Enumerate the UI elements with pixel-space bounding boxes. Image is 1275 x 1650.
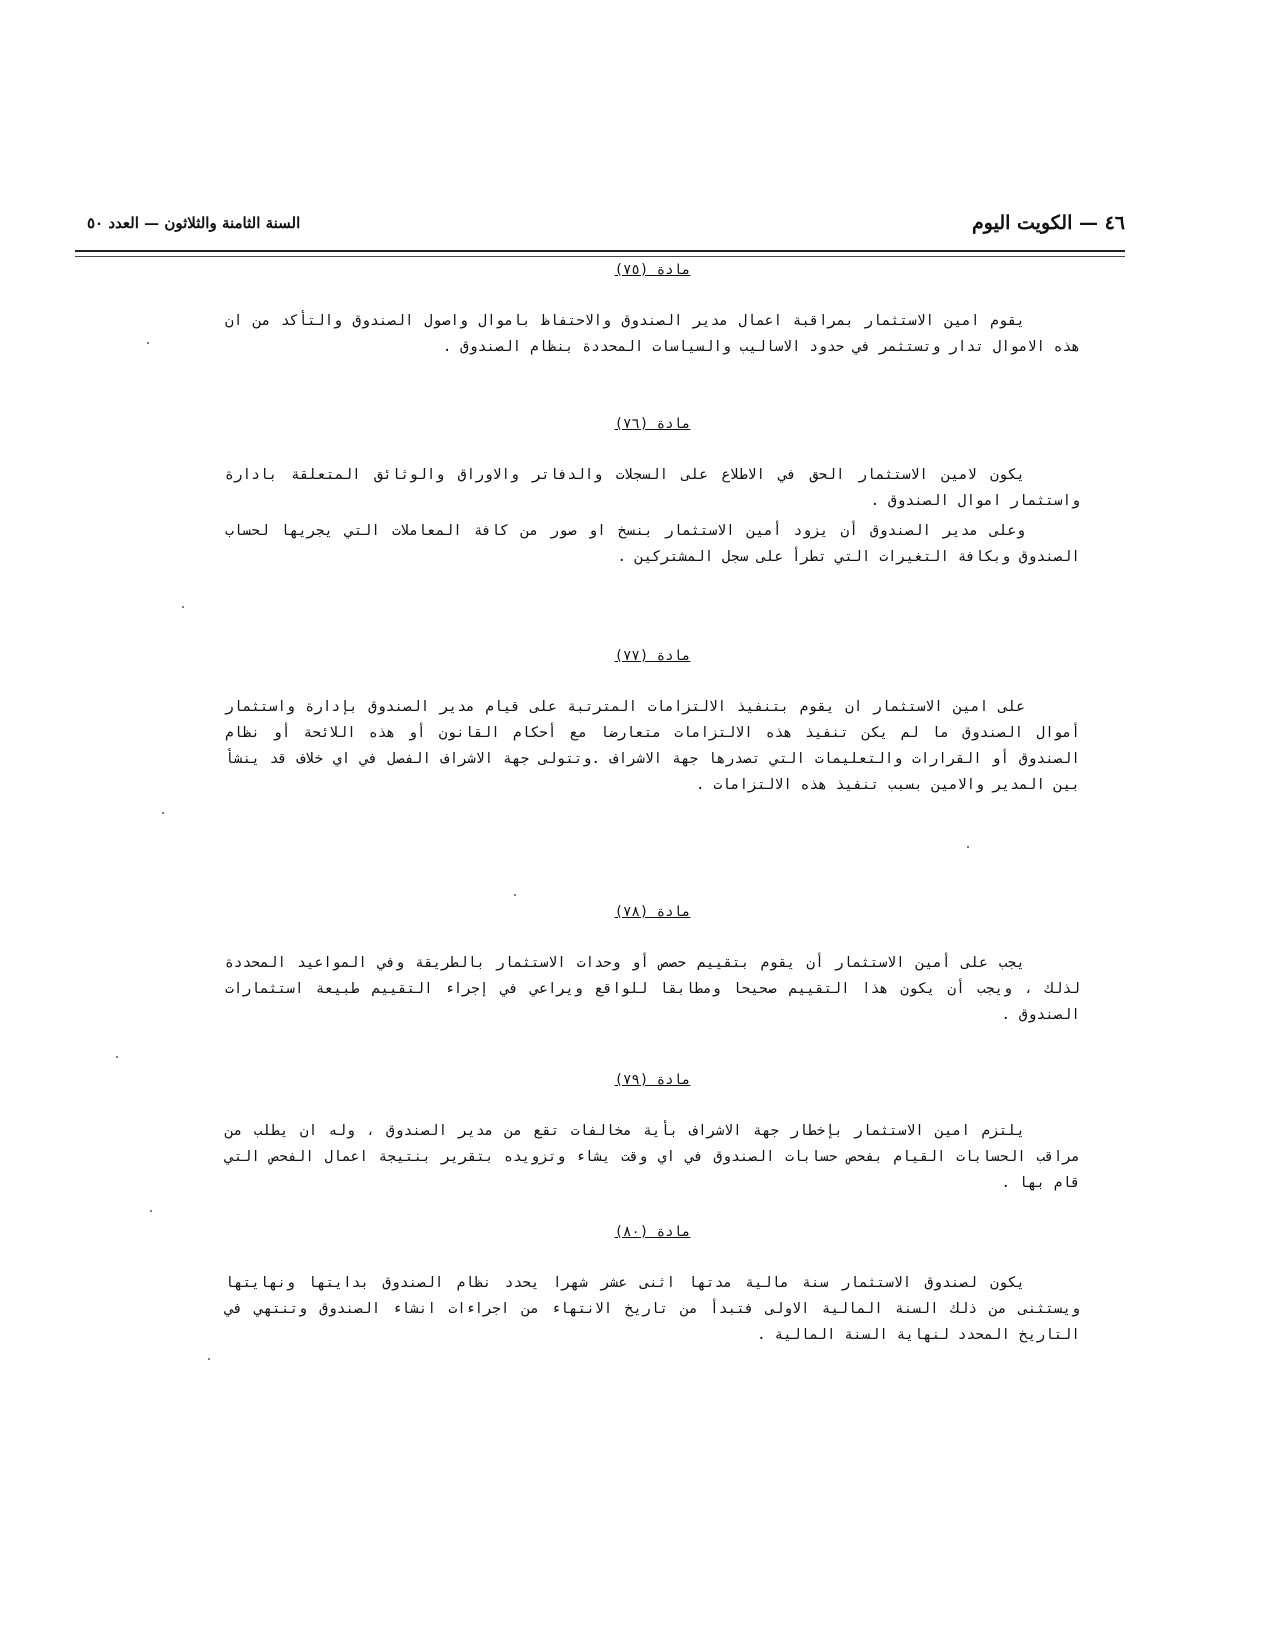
page-header: [75, 206, 1125, 246]
article-paragraph: يلتزم امين الاستثمار بإخطار جهة الاشراف بأية مخالفات تقع من مدير الصندوق ، وله ان يطلب من مراقب الحسابات القيام بفحص حسابات الصندوق في اي وقت يشاء وتزويده بتقرير بنتيجة اعمال الفحص التي قام بها .: [225, 1123, 1080, 1191]
article-title: مادة (٧٧): [614, 648, 691, 664]
article-paragraph: يجب على أمين الاستثمار أن يقوم بتقييم حصص أو وحدات الاستثمار بالطريقة وفي المواعيد المحددة لذلك ، ويجب أن يكون هذا التقييم صحيحا ومطابقا للواقع ويراعي في إجراء التقييم طبيعة استثمارات الصندوق .: [225, 955, 1080, 1023]
article-paragraph: يكون لامين الاستثمار الحق في الاطلاع على السجلات والدفاتر والاوراق والوثائق المتعلقة بادارة واستثمار اموال الصندوق .: [225, 467, 1080, 509]
article-paragraph: يقوم امين الاستثمار بمراقبة اعمال مدير الصندوق والاحتفاظ باموال واصول الصندوق والتأكد من ان هذه الاموال تدار وتستثمر في حدود الاساليب والسياسات المحددة بنظام الصندوق .: [225, 313, 1080, 355]
article-paragraph: وعلى مدير الصندوق أن يزود أمين الاستثمار بنسخ او صور من كافة المعاملات التي يجريها لحساب الصندوق وبكافة التغيرات التي تطرأ على سجل المشتركين .: [225, 523, 1080, 565]
scan-speck: [147, 342, 149, 344]
article-title: مادة (٧٥): [614, 262, 691, 278]
article-title: مادة (٧٦): [614, 416, 691, 432]
scan-speck: [208, 1358, 210, 1360]
article-78: [225, 904, 1080, 1032]
article-paragraph: يكون لصندوق الاستثمار سنة مالية مدتها اثنى عشر شهرا يحدد نظام الصندوق بدايتها ونهايتها ويستثنى من ذلك السنة المالية الاولى فتبدأ من تاريخ الانتهاء من اجراءات انشاء الصندوق وتنتهي في التاريخ المحدد لنهاية السنة المالية .: [225, 1275, 1080, 1343]
header-rule: [75, 250, 1125, 252]
article-77: [225, 648, 1080, 802]
page-number-gazette-name: ٤٦ — الكويت اليوم: [972, 212, 1125, 234]
scan-speck: [150, 1210, 152, 1212]
article-75: [225, 262, 1080, 364]
article-80: [225, 1224, 1080, 1352]
article-76: [225, 416, 1080, 574]
article-paragraph: على امين الاستثمار ان يقوم بتنفيذ الالتزامات المترتبة على قيام مدير الصندوق بإدارة واستثمار أموال الصندوق ما لم يكن تنفيذ هذه الالتزامات متعارضا مع أحكام القانون أو هذه اللائحة أو نظام الصندوق أو القرارات والتعليمات التي تصدرها جهة الاشراف .وتتولى جهة الاشراف الفصل في اي خلاف قد ينشأ بين المدير والامين بسبب تنفيذ هذه الالتزامات .: [225, 699, 1080, 793]
article-title: مادة (٨٠): [614, 1224, 691, 1240]
scan-speck: [514, 894, 516, 896]
article-79: [225, 1072, 1080, 1200]
header-rule-thin: [75, 256, 1125, 257]
year-issue-number: السنة الثامنة والثلاثون — العدد ٥٠: [87, 214, 301, 232]
scan-speck: [162, 812, 164, 814]
article-title: مادة (٧٨): [614, 904, 691, 920]
scan-speck: [182, 606, 184, 608]
scan-speck: [967, 846, 969, 848]
scan-speck: [116, 1056, 118, 1058]
article-title: مادة (٧٩): [614, 1072, 691, 1088]
